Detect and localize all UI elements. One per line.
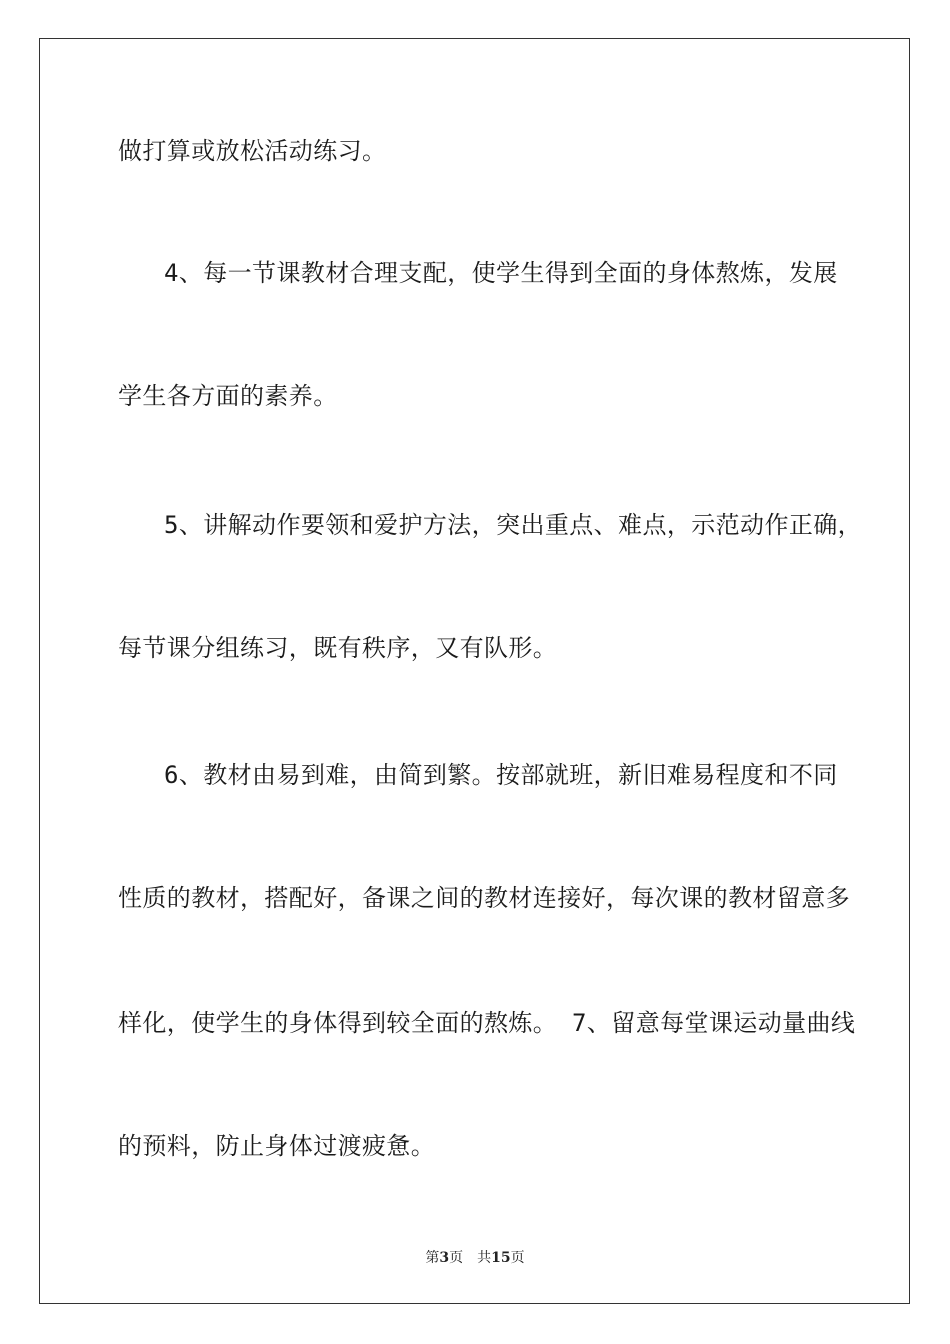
- total-suffix: 页: [510, 1250, 525, 1266]
- body-line-9: 的预料，防止身体过渡疲惫。: [118, 1132, 436, 1160]
- total-page-number: 15: [491, 1250, 511, 1266]
- body-line-7: 性质的教材，搭配好，备课之间的教材连接好，每次课的教材留意多: [118, 884, 850, 912]
- body-line-6: 6、教材由易到难，由简到繁。按部就班，新旧难易程度和不同: [164, 761, 838, 789]
- page-suffix: 页: [449, 1250, 464, 1266]
- body-line-3: 学生各方面的素养。: [118, 382, 338, 410]
- body-line-2: 4、每一节课教材合理支配，使学生得到全面的身体熬炼，发展: [164, 259, 838, 287]
- total-prefix: 共: [477, 1250, 492, 1266]
- body-line-5: 每节课分组练习，既有秩序，又有队形。: [118, 634, 558, 662]
- body-line-4: 5、讲解动作要领和爱护方法，突出重点、难点，示范动作正确，: [164, 511, 863, 539]
- body-line-1: 做打算或放松活动练习。: [118, 137, 387, 165]
- page-footer: [0, 1249, 950, 1267]
- body-line-8: 样化，使学生的身体得到较全面的熬炼。 7、留意每堂课运动量曲线: [118, 1009, 856, 1037]
- page-prefix: 第: [425, 1250, 440, 1266]
- page-border: [39, 38, 910, 1304]
- current-page-number: 3: [439, 1250, 450, 1266]
